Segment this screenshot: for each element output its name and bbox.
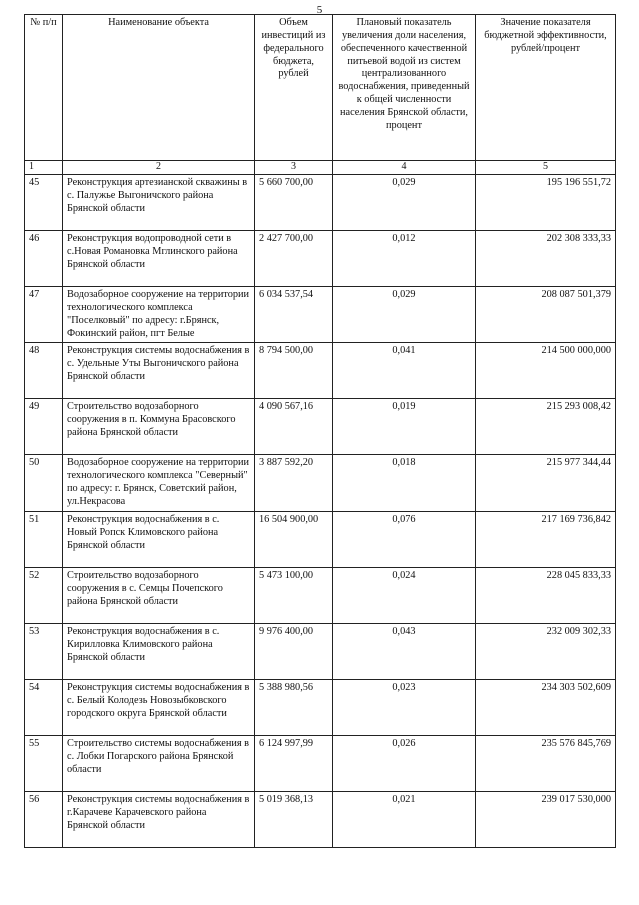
object-name: Реконструкция водоснабжения в с. Новый Ропск Климовского района Брянской области <box>63 511 255 567</box>
object-name: Реконструкция водопроводной сети в с.Новая Романовка Мглинского района Брянской области <box>63 231 255 287</box>
row-number: 51 <box>25 511 63 567</box>
population-share: 0,019 <box>333 399 476 455</box>
budget-efficiency: 195 196 551,72 <box>476 175 616 231</box>
object-name: Реконструкция системы водоснабжения в г.Карачеве Карачевского района Брянской области <box>63 791 255 847</box>
table-row <box>25 679 616 735</box>
population-share: 0,043 <box>333 623 476 679</box>
object-name: Реконструкция системы водоснабжения в с. Удельные Уты Выгоничского района Брянской области <box>63 343 255 399</box>
header-no: № п/п <box>25 15 63 161</box>
header-share: Плановый показатель увеличения доли населения, обеспеченного качественной питьевой водой из систем централизованного водоснабжения, приведенный к общей численности населения Брянской области, процент <box>333 15 476 161</box>
investment-amount: 4 090 567,16 <box>255 399 333 455</box>
investment-amount: 3 887 592,20 <box>255 455 333 511</box>
budget-efficiency: 228 045 833,33 <box>476 567 616 623</box>
row-number: 49 <box>25 399 63 455</box>
page-number: 5 <box>316 4 323 16</box>
header-name: Наименование объекта <box>63 15 255 161</box>
row-number: 55 <box>25 735 63 791</box>
object-name: Реконструкция артезианской скважины в с. Палужье Выгоничского района Брянской области <box>63 175 255 231</box>
budget-efficiency: 214 500 000,000 <box>476 343 616 399</box>
row-number: 52 <box>25 567 63 623</box>
investment-amount: 5 660 700,00 <box>255 175 333 231</box>
budget-efficiency: 239 017 530,000 <box>476 791 616 847</box>
budget-efficiency: 234 303 502,609 <box>476 679 616 735</box>
population-share: 0,041 <box>333 343 476 399</box>
investment-amount: 5 388 980,56 <box>255 679 333 735</box>
investment-amount: 6 034 537,54 <box>255 287 333 343</box>
table-row <box>25 791 616 847</box>
population-share: 0,026 <box>333 735 476 791</box>
object-name: Строительство водозаборного сооружения в п. Коммуна Брасовского района Брянской области <box>63 399 255 455</box>
population-share: 0,029 <box>333 287 476 343</box>
object-name: Реконструкция системы водоснабжения в с. Белый Колодезь Новозыбковского городского округа Брянской области <box>63 679 255 735</box>
column-number: 2 <box>63 161 255 175</box>
table-body <box>25 175 616 848</box>
object-name: Строительство системы водоснабжения в с. Лобки Погарского района Брянской области <box>63 735 255 791</box>
row-number: 56 <box>25 791 63 847</box>
investment-amount: 2 427 700,00 <box>255 231 333 287</box>
table-row <box>25 399 616 455</box>
table-row <box>25 735 616 791</box>
table-row <box>25 511 616 567</box>
investment-amount: 9 976 400,00 <box>255 623 333 679</box>
budget-efficiency: 232 009 302,33 <box>476 623 616 679</box>
object-name: Водозаборное сооружение на территории технологического комплекса "Поселковый" по адресу: г.Брянск, Фокинский район, пгт Белые <box>63 287 255 343</box>
population-share: 0,012 <box>333 231 476 287</box>
budget-efficiency: 215 977 344,44 <box>476 455 616 511</box>
row-number: 53 <box>25 623 63 679</box>
population-share: 0,029 <box>333 175 476 231</box>
population-share: 0,021 <box>333 791 476 847</box>
budget-efficiency: 217 169 736,842 <box>476 511 616 567</box>
row-number: 48 <box>25 343 63 399</box>
table-row <box>25 623 616 679</box>
population-share: 0,024 <box>333 567 476 623</box>
row-number: 50 <box>25 455 63 511</box>
row-number: 45 <box>25 175 63 231</box>
table-row <box>25 231 616 287</box>
object-name: Строительство водозаборного сооружения в с. Семцы Почепского района Брянской области <box>63 567 255 623</box>
table-row <box>25 287 616 343</box>
object-name: Водозаборное сооружение на территории технологического комплекса "Северный" по адресу: г. Брянск, Советский район, ул.Некрасова <box>63 455 255 511</box>
column-number-row <box>25 161 616 175</box>
investment-amount: 5 019 368,13 <box>255 791 333 847</box>
population-share: 0,076 <box>333 511 476 567</box>
table-header-row <box>25 15 616 161</box>
investment-amount: 16 504 900,00 <box>255 511 333 567</box>
column-number: 4 <box>333 161 476 175</box>
header-amount: Объем инвестиций из федерального бюджета, рублей <box>255 15 333 161</box>
row-number: 54 <box>25 679 63 735</box>
investment-amount: 5 473 100,00 <box>255 567 333 623</box>
header-efficiency: Значение показателя бюджетной эффективности, рублей/процент <box>476 15 616 161</box>
column-number: 3 <box>255 161 333 175</box>
table-row <box>25 567 616 623</box>
column-number: 5 <box>476 161 616 175</box>
budget-efficiency: 215 293 008,42 <box>476 399 616 455</box>
population-share: 0,023 <box>333 679 476 735</box>
investment-amount: 8 794 500,00 <box>255 343 333 399</box>
row-number: 47 <box>25 287 63 343</box>
budget-efficiency: 208 087 501,379 <box>476 287 616 343</box>
investment-amount: 6 124 997,99 <box>255 735 333 791</box>
column-number: 1 <box>25 161 63 175</box>
investment-table <box>24 14 616 848</box>
row-number: 46 <box>25 231 63 287</box>
budget-efficiency: 235 576 845,769 <box>476 735 616 791</box>
table-row <box>25 175 616 231</box>
budget-efficiency: 202 308 333,33 <box>476 231 616 287</box>
object-name: Реконструкция водоснабжения в с. Кирилловка Климовского района Брянской области <box>63 623 255 679</box>
table-row <box>25 343 616 399</box>
table-row <box>25 455 616 511</box>
population-share: 0,018 <box>333 455 476 511</box>
